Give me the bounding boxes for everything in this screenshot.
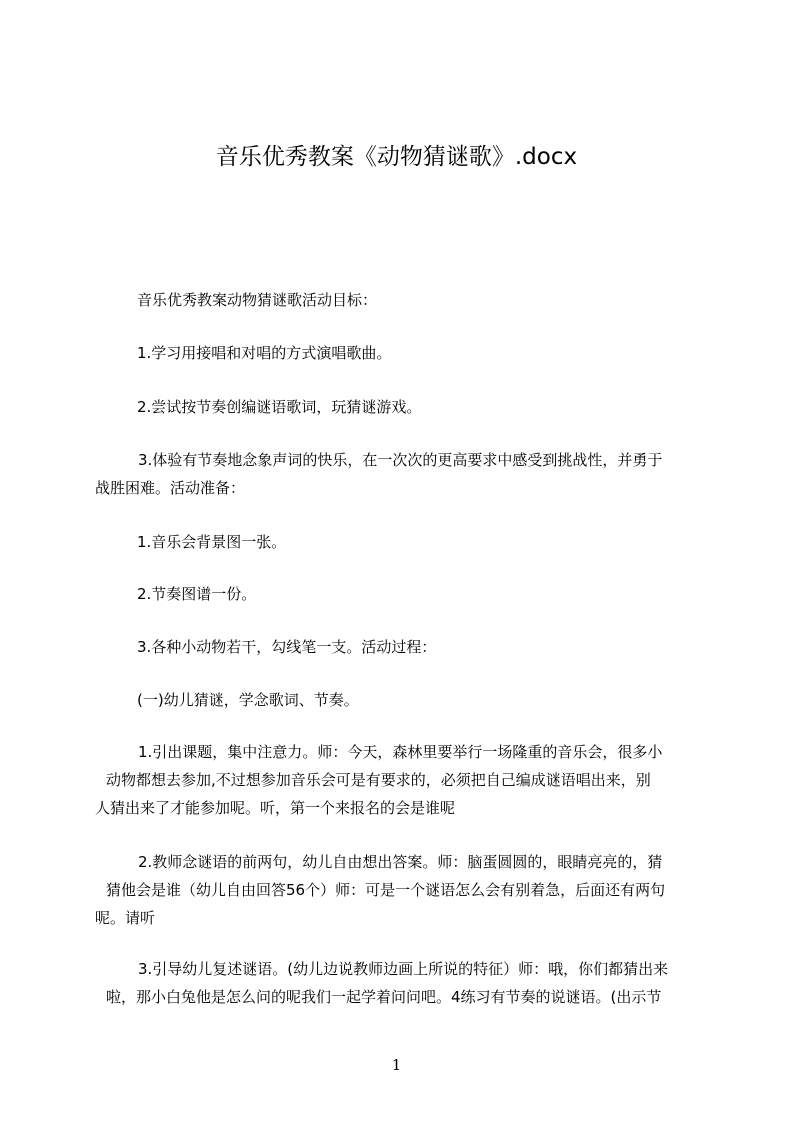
paragraph-objective-3 <box>95 446 705 502</box>
paragraph-objective-2 <box>137 395 421 419</box>
paragraph-line: 3.引导幼儿复述谜语。(幼儿边说教师边画上所说的特征）师：哦，你们都猜出来 <box>138 960 669 978</box>
paragraph-process-2 <box>95 848 700 932</box>
paragraph-line: (一)幼儿猜谜，学念歌词、节奏。 <box>137 691 359 709</box>
paragraph-process-1 <box>95 738 700 822</box>
page-number: 1 <box>391 1056 402 1074</box>
paragraph-process-heading <box>137 688 359 712</box>
paragraph-line: 动物都想去参加,不过想参加音乐会可是有要求的，必须把自己编成谜语唱出来，别 <box>106 771 651 789</box>
paragraph-line: 人猜出来了才能参加呢。听，第一个来报名的会是谁呢 <box>95 799 456 817</box>
paragraph-objectives-heading <box>137 288 377 312</box>
paragraph-line: 1.学习用接唱和对唱的方式演唱歌曲。 <box>137 344 392 362</box>
paragraph-line: 2.节奏图谱一份。 <box>137 585 257 603</box>
document-title: 音乐优秀教案《动物猜谜歌》.docx <box>215 144 578 170</box>
paragraph-line: 战胜困难。活动准备： <box>95 479 246 497</box>
paragraph-line: 猜他会是谁（幼儿自由回答56个）师：可是一个谜语怎么会有别着急，后面还有两句 <box>106 881 666 899</box>
paragraph-prep-1 <box>137 530 286 554</box>
paragraph-line: 3.各种小动物若干，勾线笔一支。活动过程： <box>137 638 437 656</box>
paragraph-process-3 <box>95 955 707 1011</box>
paragraph-prep-2 <box>137 582 256 606</box>
paragraph-prep-3 <box>137 635 436 659</box>
paragraph-line: 1.引出课题，集中注意力。师：今天，森林里要举行一场隆重的音乐会，很多小 <box>138 743 663 761</box>
paragraph-line: 3.体验有节奏地念象声词的快乐，在一次次的更高要求中感受到挑战性，并勇于 <box>138 451 663 469</box>
paragraph-line: 呢。请听 <box>95 909 156 927</box>
paragraph-line: 2.教师念谜语的前两句，幼儿自由想出答案。师：脑蛋圆圆的，眼睛亮亮的，猜 <box>138 853 663 871</box>
paragraph-objective-1 <box>137 341 391 365</box>
paragraph-line: 1.音乐会背景图一张。 <box>137 533 287 551</box>
paragraph-line: 音乐优秀教案动物猜谜歌活动目标： <box>137 291 378 309</box>
paragraph-line: 2.尝试按节奏创编谜语歌词，玩猜谜游戏。 <box>137 398 422 416</box>
paragraph-line: 啦，那小白兔他是怎么问的呢我们一起学着问问吧。4练习有节奏的说谜语。(出示节 <box>106 988 662 1006</box>
